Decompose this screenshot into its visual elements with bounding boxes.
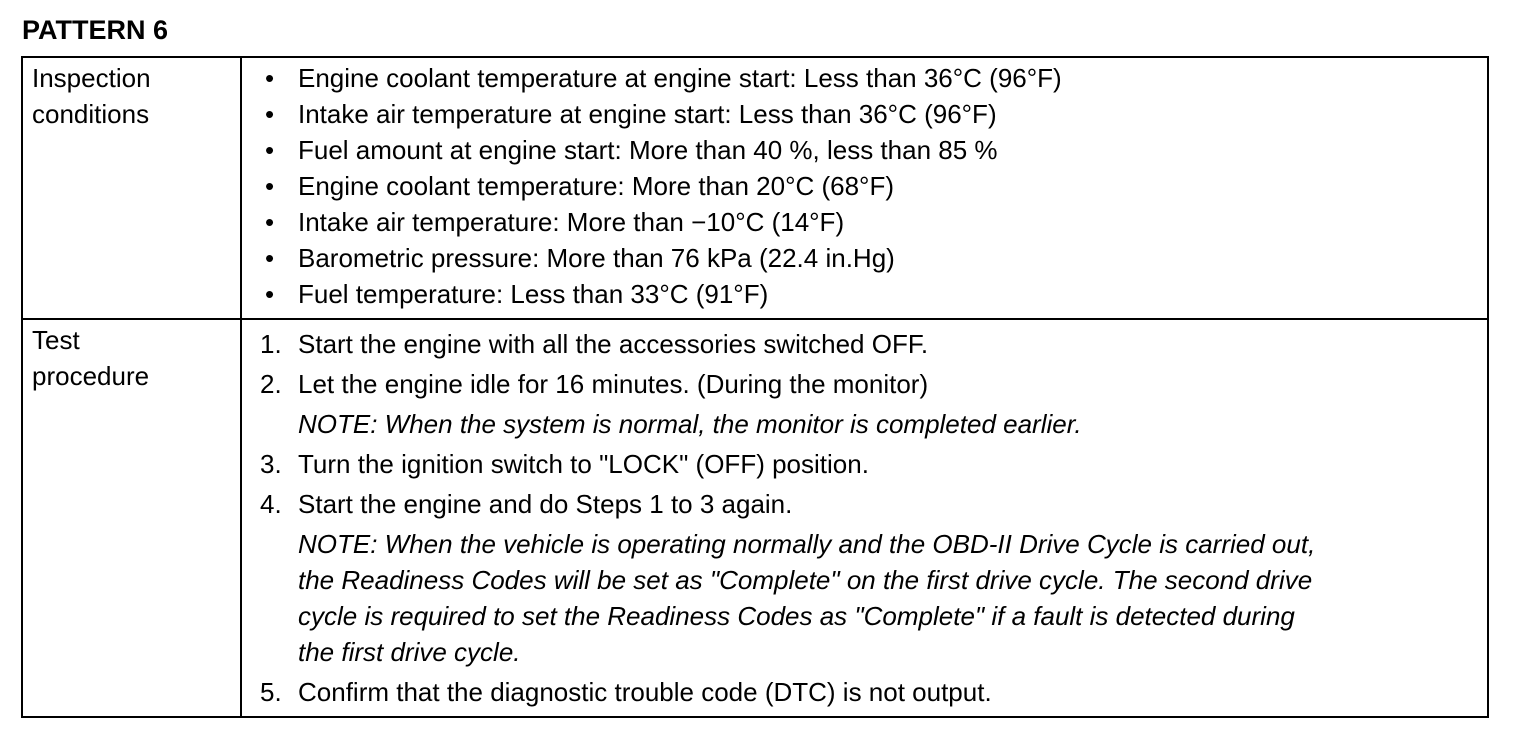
note-line: cycle is required to set the Readiness Codes as "Complete" if a fault is detected during: [298, 601, 1295, 631]
conditions-list: [260, 60, 1477, 312]
procedure-step: [260, 674, 1477, 710]
condition-item: • Fuel temperature: Less than 33°C (91°F): [260, 276, 1477, 312]
step-number: 5.: [260, 677, 282, 707]
note-line: the first drive cycle.: [298, 637, 521, 667]
procedure-step: [260, 446, 1477, 482]
test-procedure-cell: [241, 319, 1488, 717]
procedure-note: NOTE: When the system is normal, the monitor is completed earlier.: [298, 409, 1082, 439]
note-line: the Readiness Codes will be set as "Complete" on the first drive cycle. The second drive: [298, 565, 1313, 595]
condition-item: • Engine coolant temperature: More than 20°C (68°F): [260, 168, 1477, 204]
procedure-note-multiline: [260, 526, 1477, 670]
procedure-step: [260, 326, 1477, 362]
step-text: Turn the ignition switch to "LOCK" (OFF) position.: [298, 449, 869, 479]
procedure-step: [260, 366, 1477, 402]
step-text: Start the engine with all the accessories switched OFF.: [298, 329, 929, 359]
inspection-conditions-cell: [241, 57, 1488, 319]
row-label-test-procedure: [22, 319, 241, 717]
condition-item: • Intake air temperature at engine start: Less than 36°C (96°F): [260, 96, 1477, 132]
step-number: 1.: [260, 329, 282, 359]
condition-item: • Barometric pressure: More than 76 kPa (22.4 in.Hg): [260, 240, 1477, 276]
step-text: Start the engine and do Steps 1 to 3 again.: [298, 489, 793, 519]
table-row-inspection: [22, 57, 1488, 319]
procedure-step: [260, 486, 1477, 522]
row-label-line: Test: [32, 325, 80, 355]
table-row-test-procedure: [22, 319, 1488, 717]
row-label-line: conditions: [32, 99, 150, 129]
step-number: 4.: [260, 489, 282, 519]
page-title: PATTERN 6: [22, 15, 169, 45]
step-text: Confirm that the diagnostic trouble code (DTC) is not output.: [298, 677, 992, 707]
step-text: Let the engine idle for 16 minutes. (During the monitor): [298, 369, 929, 399]
note-line: NOTE: When the vehicle is operating normally and the OBD-II Drive Cycle is carried out,: [298, 529, 1316, 559]
pattern-table: [21, 56, 1489, 718]
row-label-inspection: [22, 57, 241, 319]
condition-item: • Intake air temperature: More than −10°C (14°F): [260, 204, 1477, 240]
step-number: 2.: [260, 369, 282, 399]
step-number: 3.: [260, 449, 282, 479]
condition-item: • Engine coolant temperature at engine start: Less than 36°C (96°F): [260, 60, 1477, 96]
row-label-line: procedure: [32, 361, 150, 391]
condition-item: • Fuel amount at engine start: More than 40 %, less than 85 %: [260, 132, 1477, 168]
row-label-line: Inspection: [32, 63, 151, 93]
